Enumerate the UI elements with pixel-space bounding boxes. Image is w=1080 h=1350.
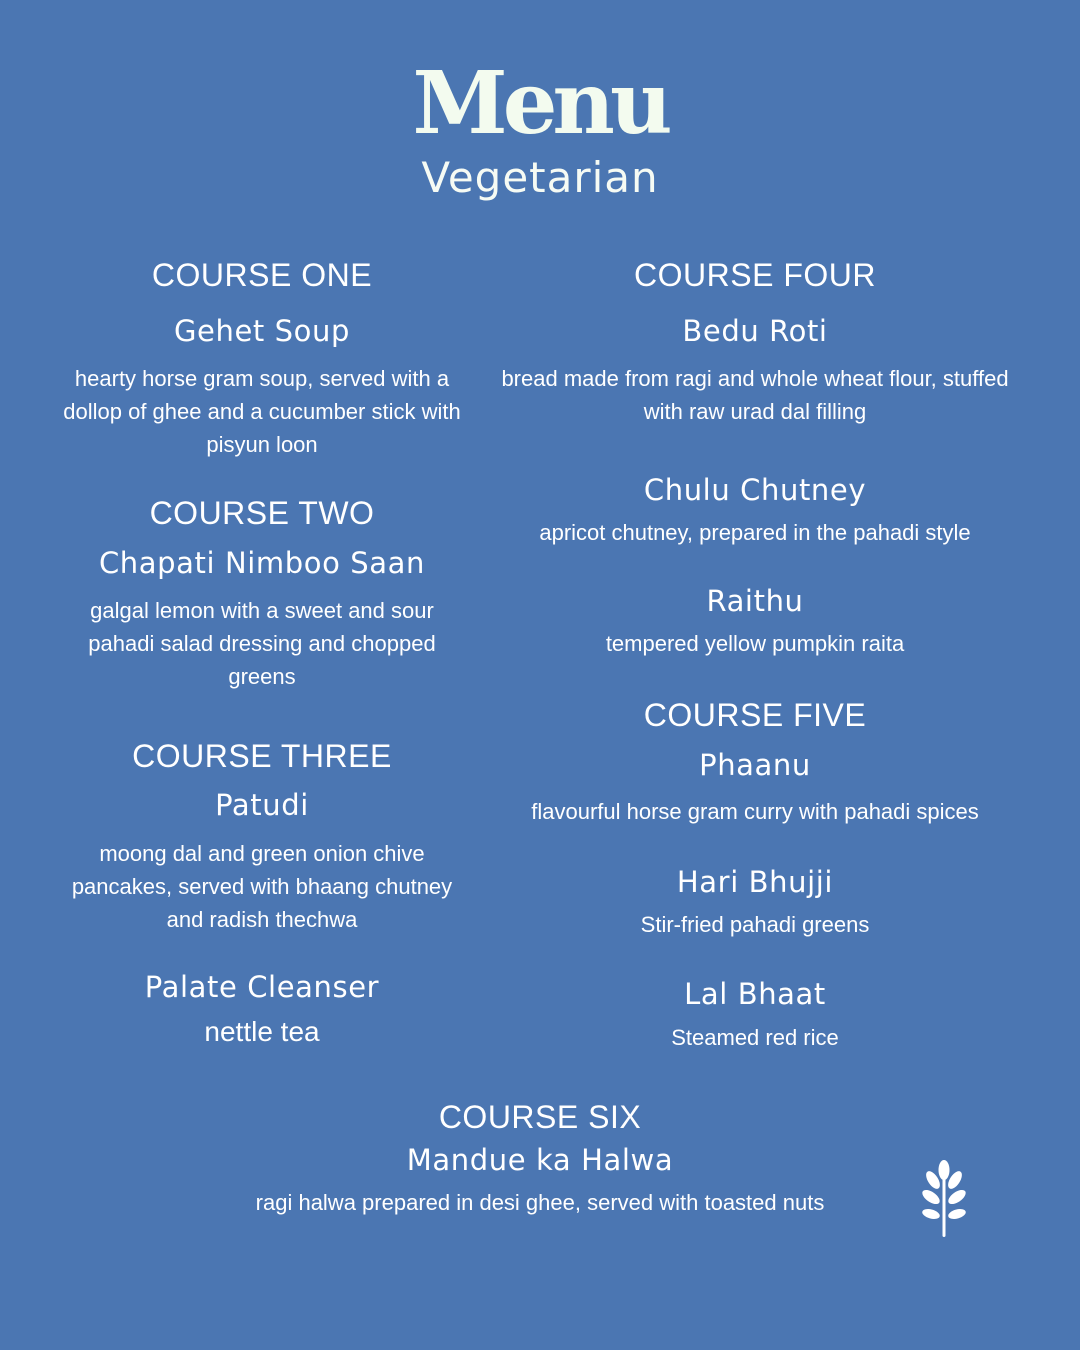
course-two-dish: Chapati Nimboo Saan [98, 546, 426, 580]
course-one-description: hearty horse gram soup, served with a dollop of ghee and a cucumber stick with pisyun loon [63, 366, 461, 457]
course-five-dish-2: Hari Bhujji [676, 865, 834, 899]
course-two-description: galgal lemon with a sweet and sour pahadi salad dressing and chopped greens [88, 598, 436, 689]
course-five-dish-3: Lal Bhaat [684, 977, 826, 1011]
course-six-heading: COURSE SIX [438, 1099, 642, 1135]
course-four-dish-1: Bedu Roti [682, 314, 828, 348]
course-one-dish: Gehet Soup [173, 314, 351, 348]
palate-cleanser-heading: Palate Cleanser [144, 970, 380, 1004]
course-four-description-3: tempered yellow pumpkin raita [605, 631, 905, 656]
course-five-description-3: Steamed red rice [671, 1025, 839, 1050]
course-four-dish-2: Chulu Chutney [643, 473, 867, 507]
course-five-heading: COURSE FIVE [643, 697, 867, 733]
course-six-description: ragi halwa prepared in desi ghee, served with toasted nuts [255, 1190, 825, 1215]
course-two-heading: COURSE TWO [149, 495, 375, 531]
menu-subtitle: Vegetarian [421, 153, 659, 202]
course-three-description: moong dal and green onion chive pancakes, served with bhaang chutney and radish thechwa [71, 841, 453, 932]
menu-title: Menu [412, 53, 668, 154]
course-four-dish-3: Raithu [706, 584, 804, 618]
course-five-dish-1: Phaanu [699, 748, 811, 782]
palate-cleanser-description: nettle tea [204, 1016, 320, 1047]
course-four-description-2: apricot chutney, prepared in the pahadi style [539, 520, 971, 545]
course-four-description-1: bread made from ragi and whole wheat flour, stuffed with raw urad dal filling [501, 366, 1009, 424]
course-six-dish: Mandue ka Halwa [406, 1143, 674, 1177]
plant-icon [916, 1158, 972, 1240]
course-five-description-1: flavourful horse gram curry with pahadi spices [531, 799, 979, 824]
course-five-description-2: Stir-fried pahadi greens [640, 912, 870, 937]
course-four-heading: COURSE FOUR [634, 257, 876, 293]
course-three-dish: Patudi [215, 788, 309, 822]
course-one-heading: COURSE ONE [151, 257, 373, 293]
course-three-heading: COURSE THREE [132, 738, 392, 774]
